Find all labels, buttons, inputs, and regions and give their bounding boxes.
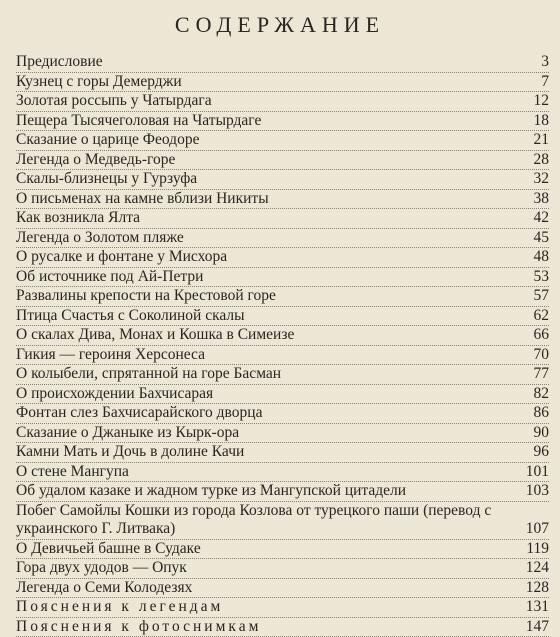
toc-entry-title: О происхождении Бахчисарая [16, 385, 509, 404]
toc-entry [16, 326, 549, 346]
toc-entry-page: 119 [509, 540, 549, 559]
toc-entry [16, 463, 549, 483]
toc-entry-title: Скалы-близнецы у Гурзуфа [16, 170, 509, 189]
toc-entry-title: Гикия — героиня Херсонеса [16, 346, 509, 365]
toc-entry [16, 482, 549, 502]
toc-entry-page: 131 [509, 598, 549, 617]
toc-entry [16, 229, 549, 249]
toc-entry-page: 86 [509, 404, 549, 423]
toc-entry [16, 540, 549, 560]
toc-entry-page: 66 [509, 326, 549, 345]
toc-entry-title: Сказание о Джаныке из Кырк-ора [16, 424, 509, 443]
toc-entry-page: 48 [509, 248, 549, 267]
toc-entry-title: Фонтан слез Бахчисарайского дворца [16, 404, 509, 423]
toc-entry [16, 404, 549, 424]
toc-entry-title: О русалке и фонтане у Мисхора [16, 248, 509, 267]
toc-entry-title: Кузнец с горы Демерджи [16, 73, 509, 92]
toc-entry-page: 124 [509, 559, 549, 578]
toc-entry-page: 7 [509, 73, 549, 92]
toc-entry [16, 579, 549, 599]
toc-entry [16, 385, 549, 405]
toc-entry [16, 53, 549, 73]
toc-entry-page: 57 [509, 287, 549, 306]
toc-entry-title: Как возникла Ялта [16, 209, 509, 228]
toc-entry-title: О Девичьей башне в Судаке [16, 540, 509, 559]
page-title: СОДЕРЖАНИЕ [0, 12, 560, 38]
toc-entry-page: 82 [509, 385, 549, 404]
toc-entry-title: Золотая россыпь у Чатырдага [16, 92, 509, 111]
toc-entry-title: Птица Счастья с Соколиной скалы [16, 307, 509, 326]
toc-entry [16, 92, 549, 112]
toc-entry [16, 618, 549, 637]
toc-entry-title: Побег Самойлы Кошки из города Козлова от турецкого паши (перевод с украинского Г. Литвака) [16, 502, 509, 539]
toc-entry-page: 28 [509, 151, 549, 170]
toc-entry [16, 559, 549, 579]
toc-entry-title: О колыбели, спрятанной на горе Басман [16, 365, 509, 384]
toc-entry-page: 77 [509, 365, 549, 384]
toc-entry [16, 248, 549, 268]
toc-entry [16, 151, 549, 171]
toc-entry-title: Об удалом казаке и жадном турке из Мангупской цитадели [16, 482, 509, 501]
toc-entry-page: 128 [509, 579, 549, 598]
toc-entry-title: О стене Мангупа [16, 463, 509, 482]
toc-entry-page: 21 [509, 131, 549, 150]
toc-entry-page: 62 [509, 307, 549, 326]
toc-entry [16, 424, 549, 444]
toc-entry [16, 502, 549, 540]
table-of-contents [16, 53, 549, 637]
toc-entry [16, 346, 549, 366]
toc-entry-page: 147 [509, 618, 549, 637]
toc-entry-title: Сказание о царице Феодоре [16, 131, 509, 150]
toc-entry-page: 96 [509, 443, 549, 462]
toc-entry-page: 42 [509, 209, 549, 228]
toc-entry-title: Об источнике под Ай-Петри [16, 268, 509, 287]
toc-entry-page: 53 [509, 268, 549, 287]
toc-entry [16, 443, 549, 463]
toc-entry-title: Гора двух удодов — Опук [16, 559, 509, 578]
toc-entry-title: Пещера Тысячеголовая на Чатырдаге [16, 112, 509, 131]
toc-entry [16, 365, 549, 385]
toc-entry-title: Пояснения к фотоснимкам [16, 618, 509, 637]
toc-entry-title: Легенда о Медведь-горе [16, 151, 509, 170]
toc-entry [16, 190, 549, 210]
toc-entry-page: 38 [509, 190, 549, 209]
toc-entry-page: 18 [509, 112, 549, 131]
toc-entry-title: Пояснения к легендам [16, 598, 509, 617]
toc-entry-page: 107 [509, 520, 549, 539]
toc-entry-title: Легенда о Семи Колодезях [16, 579, 509, 598]
toc-entry [16, 598, 549, 618]
toc-entry-page: 90 [509, 424, 549, 443]
toc-entry-page: 103 [509, 482, 549, 501]
toc-entry [16, 112, 549, 132]
toc-entry [16, 131, 549, 151]
toc-entry [16, 170, 549, 190]
toc-entry-title: Развалины крепости на Крестовой горе [16, 287, 509, 306]
toc-entry-title: Камни Мать и Дочь в долине Качи [16, 443, 509, 462]
toc-entry-page: 3 [509, 53, 549, 72]
toc-entry-page: 12 [509, 92, 549, 111]
toc-entry-title: О скалах Дива, Монах и Кошка в Симеизе [16, 326, 509, 345]
toc-entry [16, 73, 549, 93]
toc-entry-page: 70 [509, 346, 549, 365]
toc-entry [16, 209, 549, 229]
toc-entry-page: 101 [509, 463, 549, 482]
toc-entry [16, 307, 549, 327]
toc-entry-title: Предисловие [16, 53, 509, 72]
toc-entry-page: 32 [509, 170, 549, 189]
toc-entry [16, 268, 549, 288]
toc-entry-title: Легенда о Золотом пляже [16, 229, 509, 248]
toc-entry-page: 45 [509, 229, 549, 248]
toc-entry [16, 287, 549, 307]
toc-entry-title: О письменах на камне вблизи Никиты [16, 190, 509, 209]
